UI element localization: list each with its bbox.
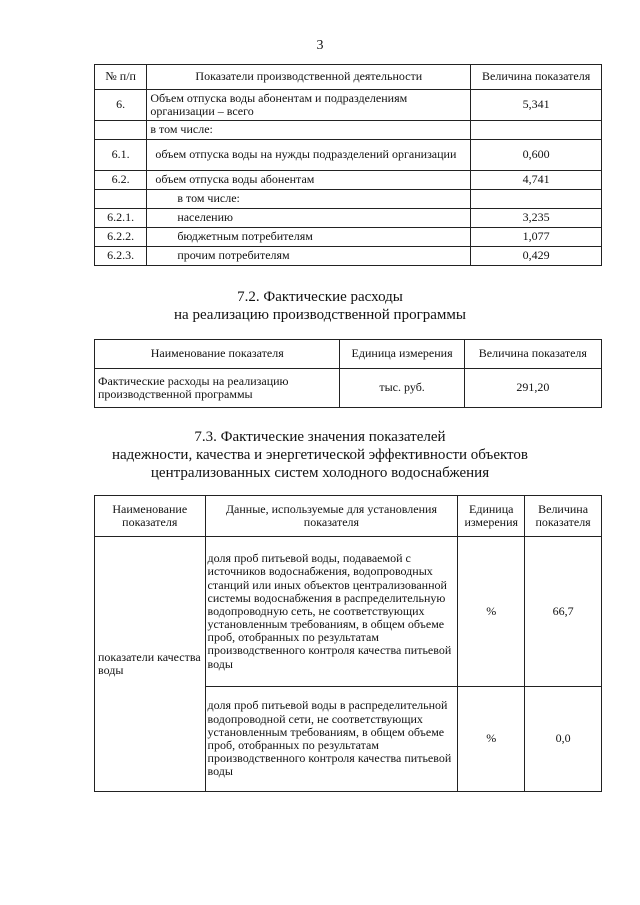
- section-7-3-title-line1: 7.3. Фактические значения показателей: [194, 429, 446, 445]
- row-unit: тыс. руб.: [340, 369, 464, 408]
- row-label: населению: [147, 209, 471, 228]
- row-data: доля проб питьевой воды в распределительной водопроводной сети, не соответствующих установленным требованиям, в общем объеме проб, отобранных по результатам производственного контроля качества питьевой воды: [205, 687, 458, 792]
- row-value: 0,0: [525, 687, 602, 792]
- group-name-cell: показатели качества воды: [95, 537, 206, 792]
- actual-expenses-table: [94, 339, 602, 408]
- section-7-3-title-line3: централизованных систем холодного водоснабжения: [150, 465, 490, 481]
- row-name: Фактические расходы на реализацию производственной программы: [95, 369, 340, 408]
- table-header-row: [95, 65, 602, 90]
- row-value: 0,600: [471, 140, 602, 171]
- header-cell-num: № п/п: [95, 65, 147, 90]
- header-cell-unit: Единица измерения: [340, 340, 464, 369]
- row-value: 5,341: [471, 90, 602, 121]
- section-7-2-title-line2: на реализацию производственной программы: [174, 307, 466, 323]
- row-label: Объем отпуска воды абонентам и подразделениям организации – всего: [147, 90, 471, 121]
- table-row: [95, 228, 602, 247]
- row-unit: %: [458, 537, 525, 687]
- header-cell-name: Наименование показателя: [95, 340, 340, 369]
- table-row: [95, 190, 602, 209]
- row-value: 3,235: [471, 209, 602, 228]
- production-activity-table: [94, 64, 602, 266]
- table-row: [95, 90, 602, 121]
- header-cell-indicator: Показатели производственной деятельности: [147, 65, 471, 90]
- section-7-2-title: [0, 288, 640, 324]
- row-label: в том числе:: [147, 190, 471, 209]
- row-num: 6.2.2.: [95, 228, 147, 247]
- header-cell-value: Величина показателя: [471, 65, 602, 90]
- row-label: объем отпуска воды абонентам: [147, 171, 471, 190]
- row-num: 6.1.: [95, 140, 147, 171]
- row-value: [471, 190, 602, 209]
- header-cell-value: Величина показателя: [464, 340, 601, 369]
- row-num: 6.: [95, 90, 147, 121]
- section-7-3-title-line2: надежности, качества и энергетической эффективности объектов: [111, 447, 528, 463]
- row-data: доля проб питьевой воды, подаваемой с источников водоснабжения, водопроводных станций или иных объектов централизованной системы водоснабжения в распределительную водопроводную сеть, не соответствующих установленным требованиям, в общем объеме проб, отобранных по результатам производственного контроля качества питьевой воды: [205, 537, 458, 687]
- row-value: 0,429: [471, 247, 602, 266]
- row-num: [95, 190, 147, 209]
- header-cell-unit: Единица измерения: [458, 496, 525, 537]
- row-label: объем отпуска воды на нужды подразделений организации: [147, 140, 471, 171]
- header-cell-data: Данные, используемые для установления показателя: [205, 496, 458, 537]
- table-row: [95, 247, 602, 266]
- row-value: [471, 121, 602, 140]
- row-num: 6.2.1.: [95, 209, 147, 228]
- header-cell-name: Наименование показателя: [95, 496, 206, 537]
- table-row: [95, 171, 602, 190]
- row-value: 1,077: [471, 228, 602, 247]
- row-value: 4,741: [471, 171, 602, 190]
- row-label: в том числе:: [147, 121, 471, 140]
- row-num: [95, 121, 147, 140]
- page-number: 3: [316, 38, 324, 53]
- table-row: [95, 140, 602, 171]
- row-value: 66,7: [525, 537, 602, 687]
- row-label: прочим потребителям: [147, 247, 471, 266]
- table-header-row: [95, 340, 602, 369]
- water-quality-table: [94, 495, 602, 792]
- row-num: 6.2.: [95, 171, 147, 190]
- table-header-row: [95, 496, 602, 537]
- row-unit: %: [458, 687, 525, 792]
- table-row: [95, 121, 602, 140]
- row-value: 291,20: [464, 369, 601, 408]
- row-label: бюджетным потребителям: [147, 228, 471, 247]
- header-cell-value: Величина показателя: [525, 496, 602, 537]
- row-num: 6.2.3.: [95, 247, 147, 266]
- section-7-2-title-line1: 7.2. Фактические расходы: [237, 289, 403, 305]
- table-row: [95, 209, 602, 228]
- table-row: [95, 537, 602, 687]
- table-row: [95, 369, 602, 408]
- section-7-3-title: [0, 428, 640, 482]
